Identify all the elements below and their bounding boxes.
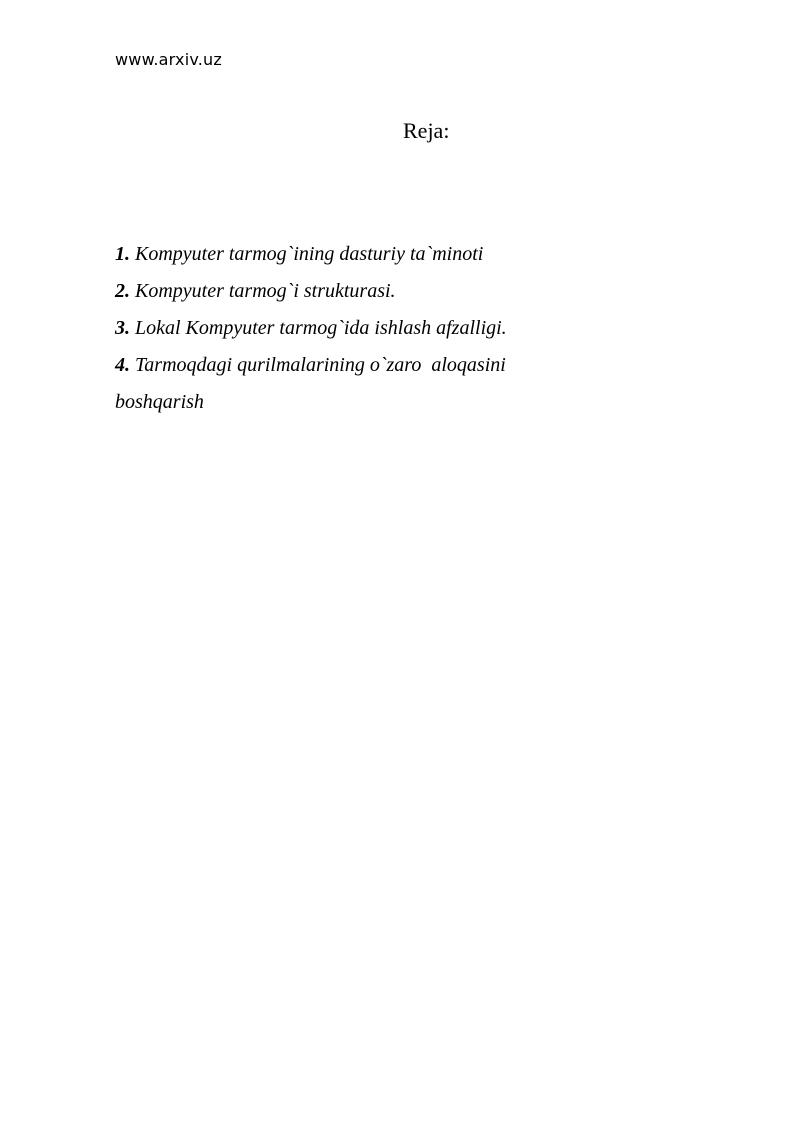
- list-item: [115, 347, 585, 421]
- item-text: Lokal Kompyuter tarmog`ida ishlash afzalligi.: [135, 317, 507, 339]
- item-number: 1.: [115, 243, 130, 265]
- item-number: 4.: [115, 354, 130, 376]
- list-item: [115, 236, 585, 273]
- page-title: Reja:: [403, 118, 450, 143]
- site-url: www.arxiv.uz: [115, 50, 222, 69]
- item-text: Tarmoqdagi qurilmalarining o`zaro aloqasini boshqarish: [115, 354, 511, 413]
- item-text: Kompyuter tarmog`i strukturasi.: [135, 280, 396, 302]
- item-text: Kompyuter tarmog`ining dasturiy ta`minoti: [135, 243, 484, 265]
- plan-list: [115, 236, 585, 421]
- item-number: 2.: [115, 280, 130, 302]
- list-item: [115, 310, 585, 347]
- item-number: 3.: [115, 317, 130, 339]
- list-item: [115, 273, 585, 310]
